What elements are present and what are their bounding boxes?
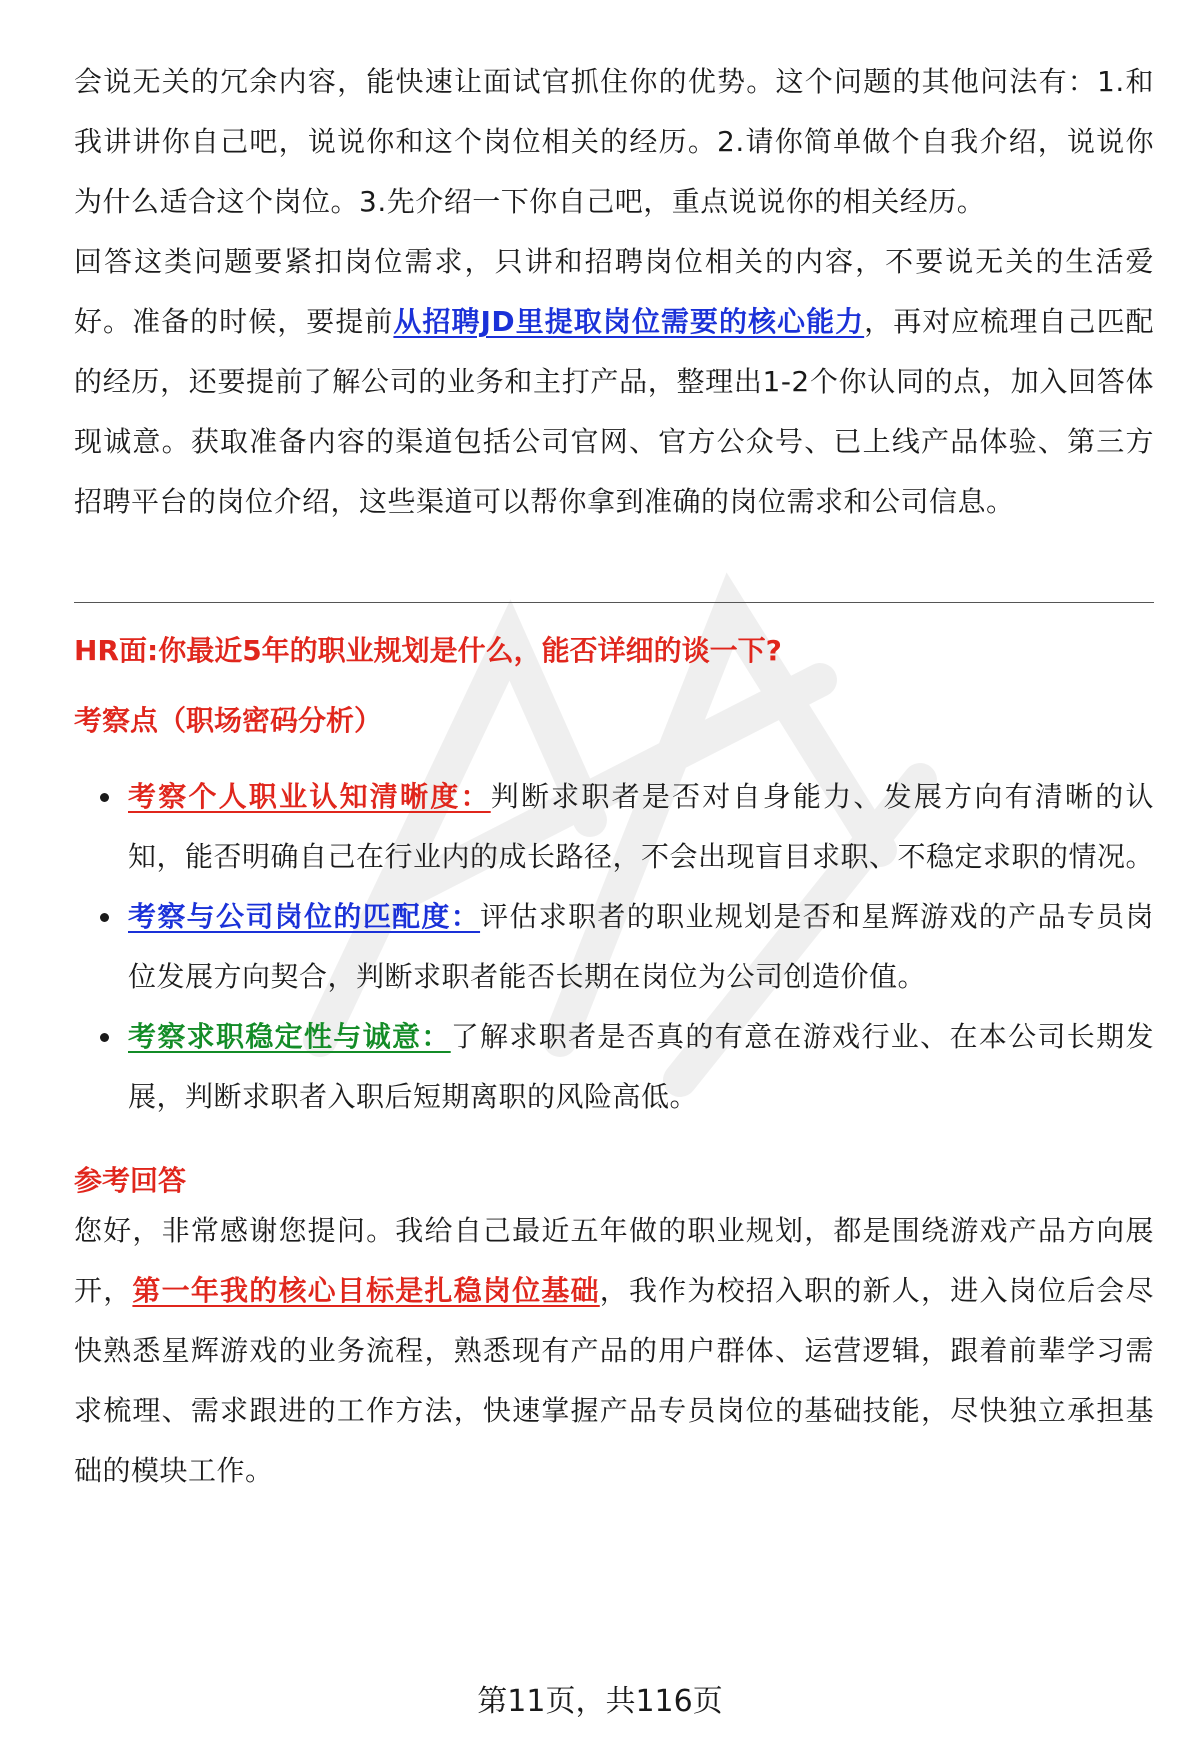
page-number: 第11页，共116页 xyxy=(477,1684,723,1719)
point-label-link[interactable]: 考察与公司岗位的匹配度： xyxy=(128,900,481,933)
reference-answer-title: 参考回答 xyxy=(74,1164,187,1197)
document-page xyxy=(74,52,1154,1501)
intro-text-before: 回答这类问题要紧扣岗位需求，只讲和招聘岗位相关的内容，不要说无关的生活爱好。准备的时候，要提前 xyxy=(74,245,1154,338)
reference-answer-paragraph xyxy=(74,1201,1154,1501)
first-year-goal-link[interactable]: 第一年我的核心目标是扎稳岗位基础 xyxy=(132,1274,600,1307)
analysis-points xyxy=(74,767,1154,1127)
point-label-link[interactable]: 考察求职稳定性与诚意： xyxy=(128,1020,451,1053)
question-title: HR面:你最近5年的职业规划是什么，能否详细的谈一下? xyxy=(74,634,782,667)
bullet-icon xyxy=(100,1033,109,1042)
jd-core-ability-link[interactable]: 从招聘JD里提取岗位需要的核心能力 xyxy=(393,305,865,338)
section-divider xyxy=(74,602,1154,603)
point-text: 了解求职者是否真的有意在游戏行业、在本公司长期发展，判断求职者入职后短期离职的风险高低。 xyxy=(128,1020,1154,1113)
intro-paragraph-1: 会说无关的冗余内容，能快速让面试官抓住你的优势。这个问题的其他问法有：1.和我讲讲你自己吧，说说你和这个岗位相关的经历。2.请你简单做个自我介绍，说说你为什么适合这个岗位。3.先介绍一下你自己吧，重点说说你的相关经历。 xyxy=(74,65,1154,218)
answer-text-after: ，我作为校招入职的新人，进入岗位后会尽快熟悉星辉游戏的业务流程，熟悉现有产品的用户群体、运营逻辑，跟着前辈学习需求梳理、需求跟进的工作方法，快速掌握产品专员岗位的基础技能，尽快独立承担基础的模块工作。 xyxy=(74,1274,1154,1487)
list-item xyxy=(74,767,1154,887)
bullet-icon xyxy=(100,793,109,802)
point-label-link[interactable]: 考察个人职业认知清晰度： xyxy=(128,780,491,813)
list-item xyxy=(74,887,1154,1007)
analysis-title: 考察点（职场密码分析） xyxy=(74,704,383,737)
bullet-icon xyxy=(100,913,109,922)
point-text: 判断求职者是否对自身能力、发展方向有清晰的认知，能否明确自己在行业内的成长路径，不会出现盲目求职、不稳定求职的情况。 xyxy=(128,780,1155,873)
point-text: 评估求职者的职业规划是否和星辉游戏的产品专员岗位发展方向契合，判断求职者能否长期在岗位为公司创造价值。 xyxy=(128,900,1154,993)
list-item xyxy=(74,1007,1154,1127)
intro-text-after: ，再对应梳理自己匹配的经历，还要提前了解公司的业务和主打产品，整理出1-2个你认同的点，加入回答体现诚意。获取准备内容的渠道包括公司官网、官方公众号、已上线产品体验、第三方招聘平台的岗位介绍，这些渠道可以帮你拿到准确的岗位需求和公司信息。 xyxy=(74,305,1154,518)
answer-text-before: 您好，非常感谢您提问。我给自己最近五年做的职业规划，都是围绕游戏产品方向展开， xyxy=(74,1214,1154,1307)
intro-paragraph-2 xyxy=(74,232,1154,532)
